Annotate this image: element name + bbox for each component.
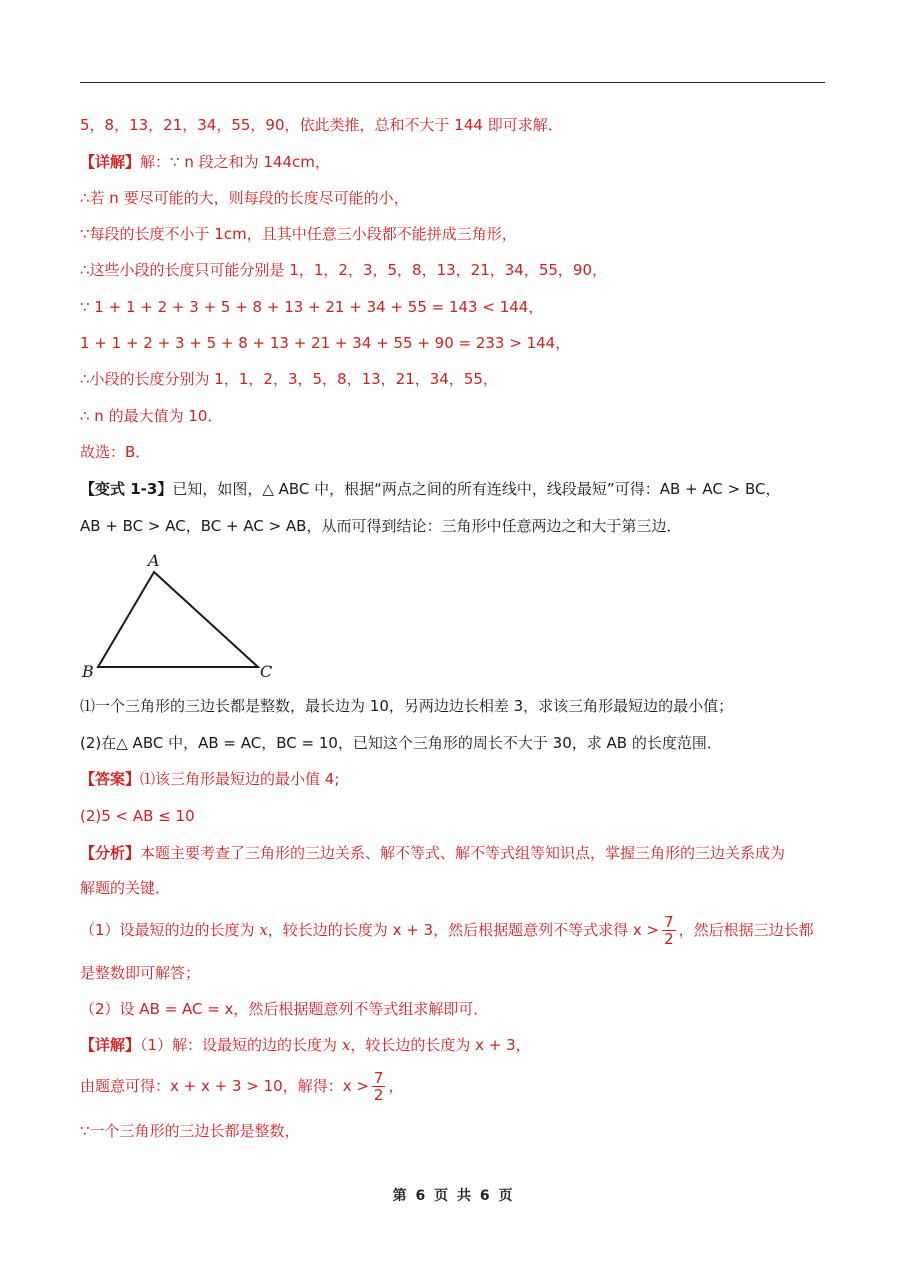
text-line: AB + BC > AC，BC + AC > AB，从而可得到结论：三角形中任意两边之和大于第三边． <box>80 517 682 535</box>
text-line: ∴这些小段的长度只可能分别是 1，1，2，3，5，8，13，21，34，55，90， <box>80 261 608 279</box>
question-2: (2)在△ ABC 中，AB = AC，BC = 10，已知这个三角形的周长不大于 30，求 AB 的长度范围． <box>80 734 722 752</box>
fraction-denominator: 2 <box>664 930 674 948</box>
footer-text: 页 <box>498 1188 513 1204</box>
fraction <box>662 914 676 947</box>
analysis-line: 是整数即可解答； <box>80 964 201 982</box>
text-line <box>80 152 330 172</box>
section-tag: 【变式 1-3】 <box>80 480 173 498</box>
text-line: ∵ 1 + 1 + 2 + 3 + 5 + 8 + 13 + 21 + 34 + 55 = 143 < 144， <box>80 298 544 316</box>
text-line: ∴若 n 要尽可能的大，则每段的长度尽可能的小， <box>80 189 409 207</box>
answer-line: (2)5 < AB ≤ 10 <box>80 807 195 825</box>
footer-text: 页 <box>434 1188 449 1204</box>
fraction-numerator: 7 <box>664 913 674 931</box>
text-span: 已知，如图，△ ABC 中，根据“两点之间的所有连线中，线段最短”可得：AB + AC > BC， <box>172 480 781 498</box>
text-line: ∴小段的长度分别为 1，1，2，3，5，8，13，21，34，55， <box>80 370 498 388</box>
analysis-line <box>80 913 814 947</box>
text-span: ，然后根据三边长都 <box>678 921 814 939</box>
text-span: （1）设最短的边的长度为 <box>80 921 260 939</box>
fraction-denominator: 2 <box>373 1086 384 1104</box>
text-line <box>80 479 780 499</box>
text-span: 解：∵ n 段之和为 144cm， <box>140 153 330 171</box>
text-line: ∴ n 的最大值为 10． <box>80 407 223 425</box>
detail-line <box>80 1069 403 1103</box>
text-line: ∵每段的长度不小于 1cm，且其中任意三小段都不能拼成三角形， <box>80 225 517 243</box>
text-line: 故选：B． <box>80 443 151 461</box>
current-page-number: 6 <box>415 1188 426 1204</box>
triangle-abc <box>98 572 258 667</box>
math-var: x <box>259 921 268 939</box>
analysis-line: 解题的关键． <box>80 879 171 897</box>
page-footer <box>0 1185 905 1205</box>
answer-line <box>80 769 339 789</box>
math-var: x <box>341 1036 351 1054</box>
detail-line <box>80 1035 531 1055</box>
vertex-label-b: B <box>82 662 94 681</box>
vertex-label-a: A <box>148 551 160 570</box>
footer-text: 第 <box>392 1188 407 1204</box>
text-span: ，较长边的长度为 x + 3， <box>350 1036 531 1054</box>
section-tag: 【答案】 <box>80 770 141 788</box>
text-span: ， <box>388 1077 404 1095</box>
triangle-figure <box>78 548 288 683</box>
text-span: （1）解：设最短的边的长度为 <box>140 1036 342 1054</box>
detail-line: ∵一个三角形的三边长都是整数， <box>80 1122 300 1140</box>
vertex-label-c: C <box>260 662 273 681</box>
text-span: 本题主要考查了三角形的三边关系、解不等式、解不等式组等知识点，掌握三角形的三边关系成为 <box>140 844 786 862</box>
footer-text: 共 <box>456 1188 471 1204</box>
text-line: 1 + 1 + 2 + 3 + 5 + 8 + 13 + 21 + 34 + 55 + 90 = 233 > 144， <box>80 334 571 352</box>
question-1: ⑴一个三角形的三边长都是整数，最长边为 10，另两边边长相差 3，求该三角形最短边的最小值； <box>80 697 734 715</box>
header-rule <box>80 82 825 83</box>
section-tag: 【详解】 <box>80 1036 141 1054</box>
analysis-line: （2）设 AB = AC = x，然后根据题意列不等式组求解即可． <box>80 1000 489 1018</box>
text-line: 5，8，13，21，34，55，90，依此类推，总和不大于 144 即可求解． <box>80 116 563 134</box>
fraction-numerator: 7 <box>373 1069 384 1087</box>
section-tag: 【分析】 <box>80 844 141 862</box>
text-span: ，较长边的长度为 x + 3，然后根据题意列不等式求得 x > <box>267 921 660 939</box>
text-span: 由题意可得：x + x + 3 > 10，解得：x > <box>80 1077 369 1095</box>
text-span: ⑴该三角形最短边的最小值 4; <box>140 770 340 788</box>
fraction <box>372 1070 386 1103</box>
section-tag: 【详解】 <box>80 153 141 171</box>
total-page-number: 6 <box>479 1188 490 1204</box>
analysis-line <box>80 843 785 863</box>
